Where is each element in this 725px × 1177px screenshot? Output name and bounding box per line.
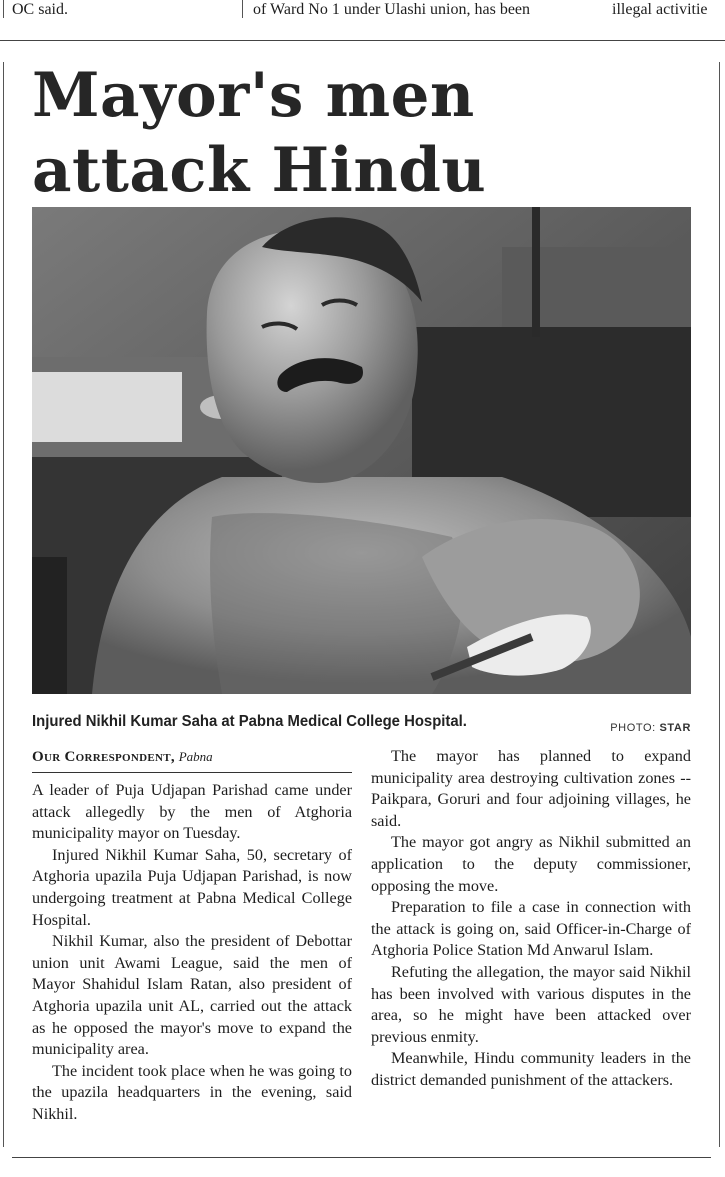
column-divider [242,0,243,18]
prev-article-fragment-left: OC said. [12,1,68,18]
prev-article-fragment-right: illegal activitie [612,1,708,18]
paragraph: Injured Nikhil Kumar Saha, 50, secretary of Atghoria upazila Puja Udjapan Parishad, is now undergoing treatment at Pabna Medical College Hospital. [32,845,352,929]
paragraph: The mayor got angry as Nikhil submitted an application to the deputy commissioner, opposing the move. [371,833,691,895]
photo-caption: Injured Nikhil Kumar Saha at Pabna Medical College Hospital. [32,713,467,730]
headline: Mayor's men attack Hindu [32,60,487,206]
injured-man-photo-icon [32,207,691,694]
article-column-right [371,746,691,1092]
paragraph: Preparation to file a case in connection with the attack is going on, said Officer-in-Charge of Atghoria Police Station Md Anwarul Islam. [371,898,691,960]
byline-place: Pabna [178,749,213,764]
paragraph: The incident took place when he was going to the upazila headquarters in the evening, said Nikhil. [32,1061,352,1123]
paragraph: The mayor has planned to expand municipality area destroying cultivation zones -- Paikpara, Goruri and four adjoining villages, he said. [371,747,691,830]
right-column-rule [719,62,720,1147]
byline [32,747,352,767]
previous-articles-strip [0,0,725,42]
news-photo [32,207,691,694]
photo-credit [610,721,691,735]
paragraph: Nikhil Kumar, also the president of Debottar union unit Awami League, said the men of Mayor Shahidul Islam Ratan, also president of Atghoria upazila unit AL, carried out the attack as he opposed the mayor's move to expand the municipality area. [32,932,352,1059]
photo-credit-label: PHOTO: [610,722,660,734]
paragraph: A leader of Puja Udjapan Parishad came under attack allegedly by the men of Atghoria municipality mayor on Tuesday. [32,781,352,843]
byline-name: Our Correspondent, [32,749,175,765]
top-divider [0,40,725,41]
photo-credit-source: STAR [659,722,691,734]
prev-article-fragment-middle: of Ward No 1 under Ulashi union, has been [253,1,531,18]
article-column-left [32,780,352,1126]
bottom-divider [12,1157,711,1158]
paragraph: Meanwhile, Hindu community leaders in the district demanded punishment of the attackers. [371,1049,691,1089]
paragraph: Refuting the allegation, the mayor said Nikhil has been involved with various disputes in the area, so he might have been attacked over previous enmity. [371,962,691,1046]
byline-rule [32,772,352,773]
left-column-rule [3,62,4,1147]
column-divider [3,0,4,18]
